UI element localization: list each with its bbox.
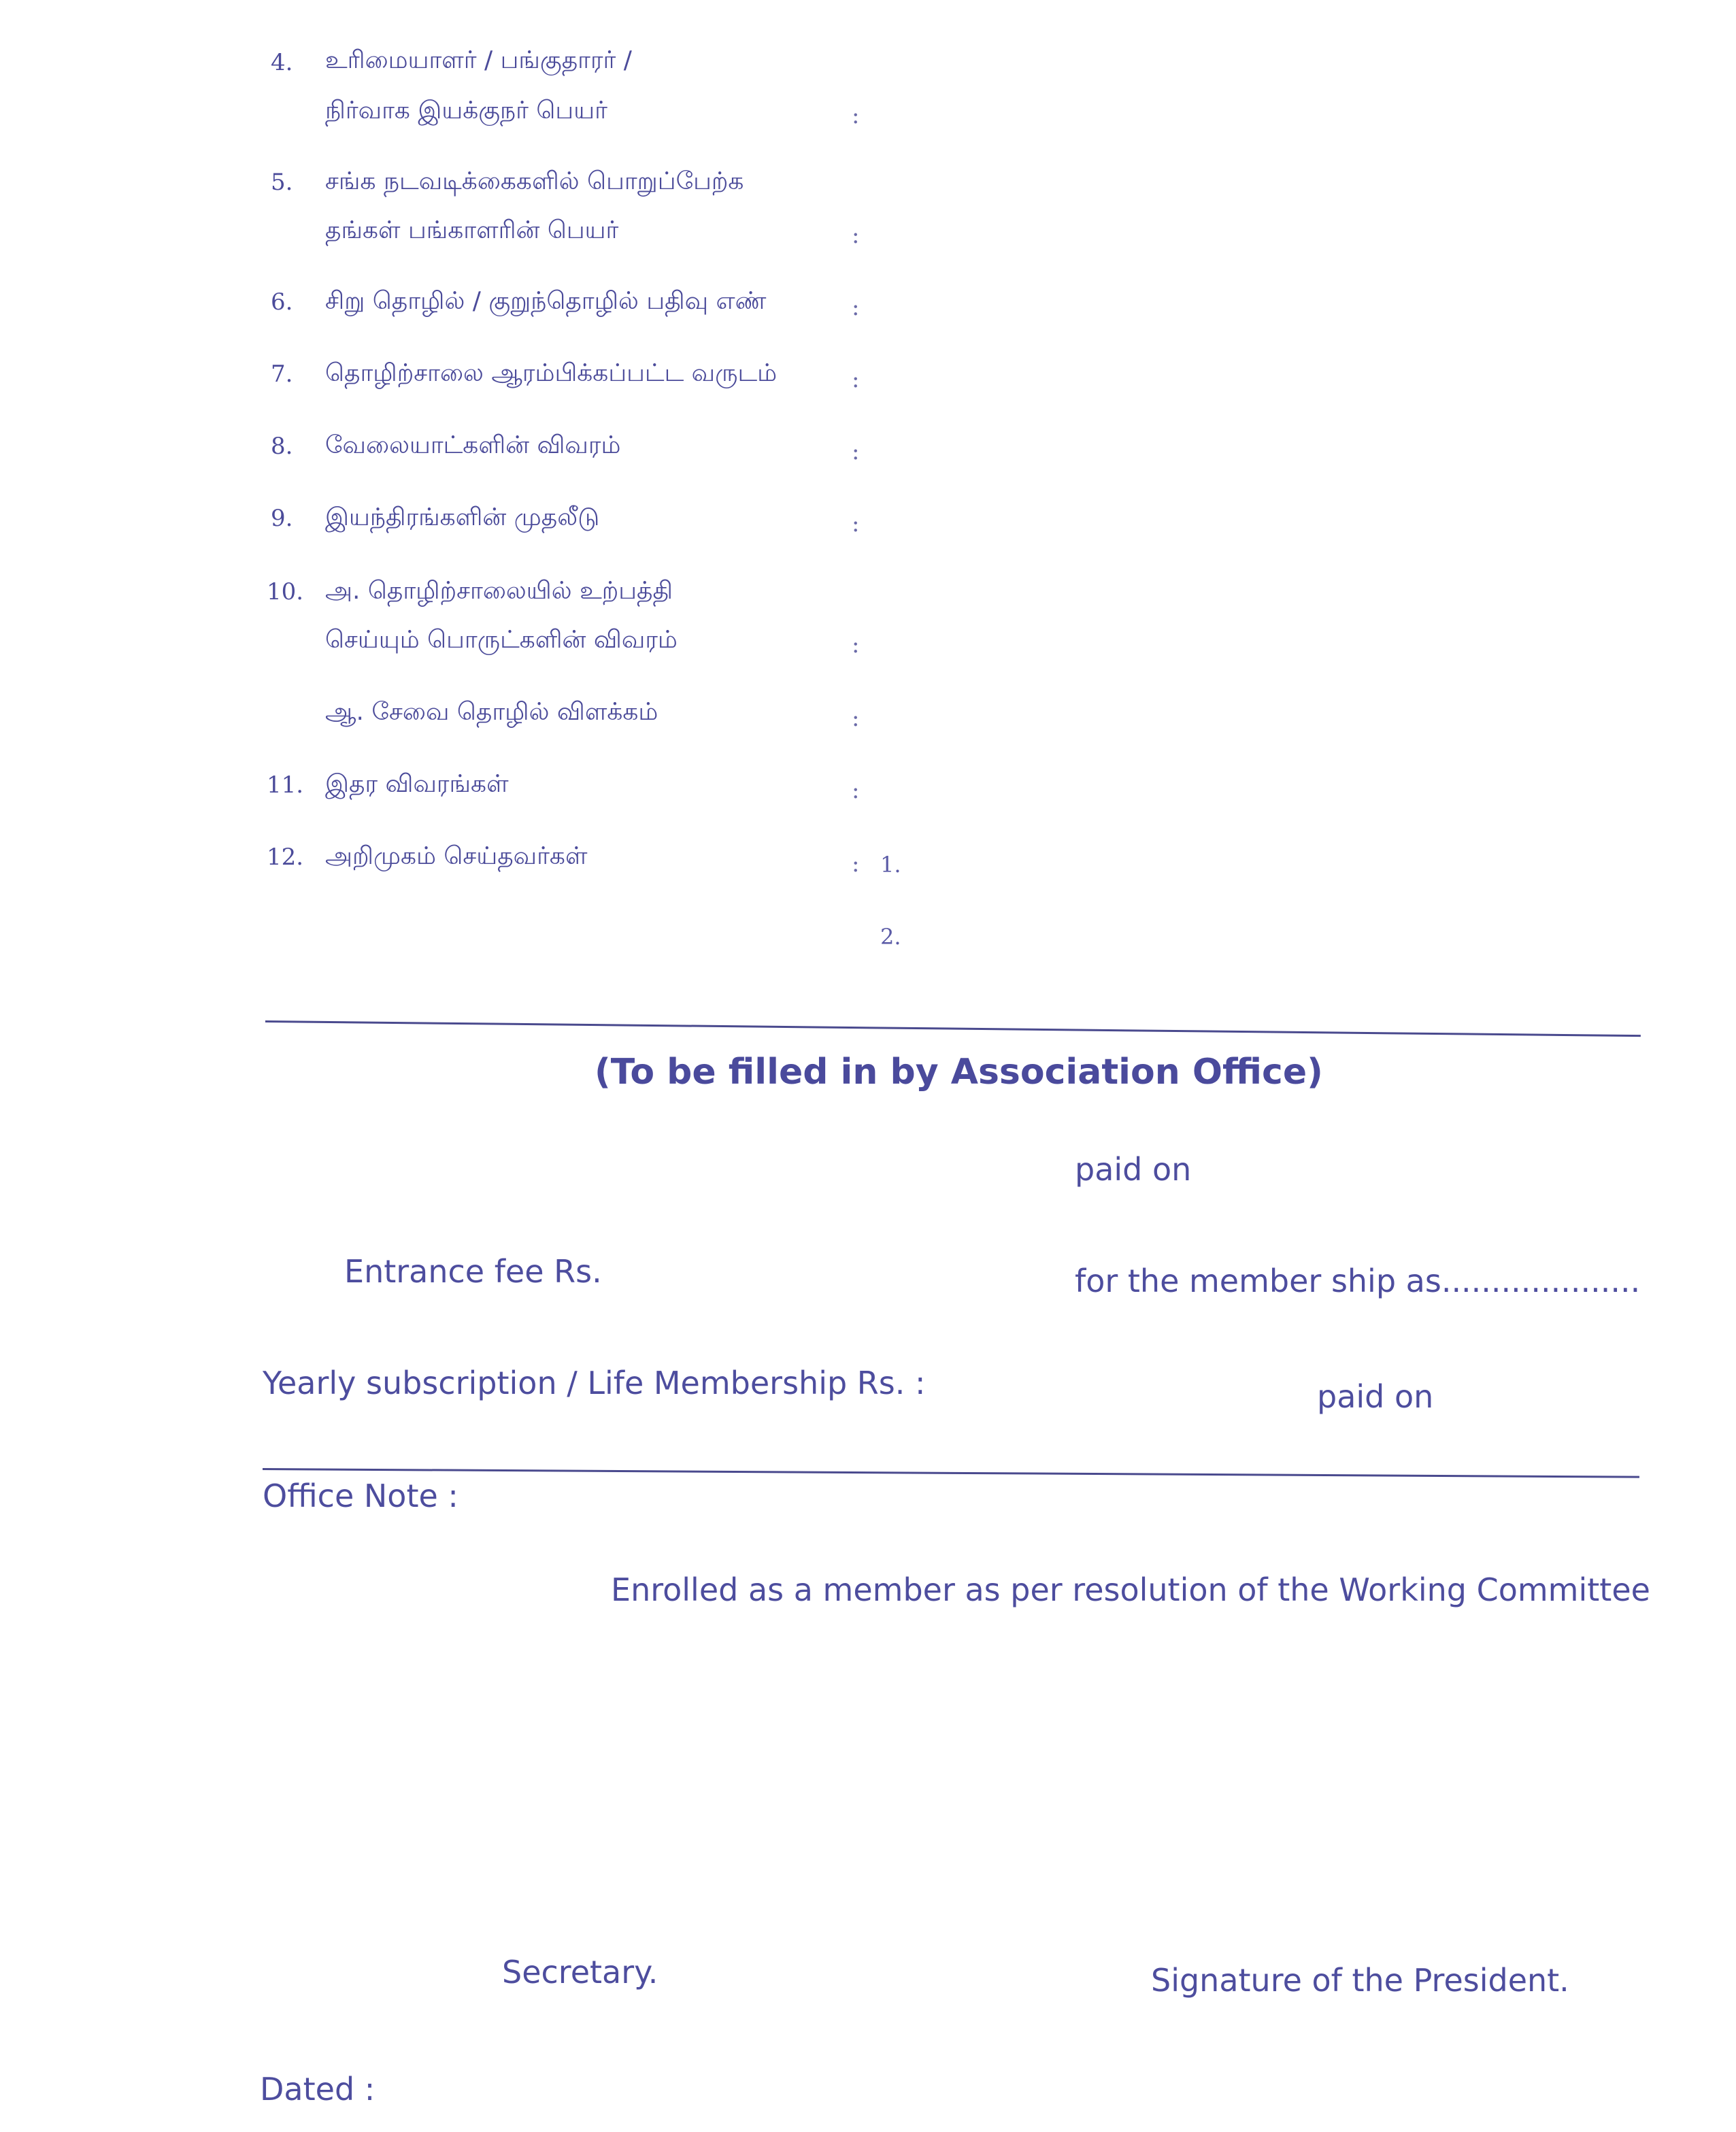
introducer-2-number: 2. [880, 924, 901, 950]
secretary-label: Secretary. [502, 1954, 658, 1991]
item-8-label: வேலையாட்களின் விவரம் [325, 431, 621, 459]
paid-on-label-2: paid on [1317, 1378, 1434, 1415]
office-note-label: Office Note : [263, 1478, 458, 1514]
introducer-1-number: 1. [880, 852, 901, 878]
yearly-subscription-label: Yearly subscription / Life Membership Rs. : [263, 1365, 926, 1401]
president-signature-label: Signature of the President. [1151, 1962, 1569, 1999]
dated-label: Dated : [260, 2071, 375, 2108]
office-section-heading: (To be filled in by Association Office) [595, 1052, 1323, 1093]
item-11-number: 11. [267, 771, 304, 799]
item-12-label: அறிமுகம் செய்தவர்கள் [325, 842, 588, 870]
section-divider-top [265, 1020, 1641, 1037]
item-9-label: இயந்திரங்களின் முதலீடு [325, 503, 600, 531]
item-12-colon: : [852, 850, 860, 878]
membership-as-label: for the member ship as.................... [1075, 1263, 1641, 1299]
item-4-label-line2: நிர்வாக இயக்குநர் பெயர் [325, 97, 607, 124]
item-5-label-line2: தங்கள் பங்காளரின் பெயர் [325, 216, 619, 244]
item-10b-colon: : [852, 705, 860, 732]
item-6-colon: : [852, 294, 860, 321]
item-4-label-line1: உரிமையாளர் / பங்குதாரர் / [325, 46, 632, 74]
item-7-colon: : [852, 366, 860, 393]
entrance-fee-label: Entrance fee Rs. [344, 1253, 602, 1290]
item-11-label: இதர விவரங்கள் [325, 770, 509, 798]
item-10b-label: ஆ. சேவை தொழில் விளக்கம் [325, 698, 658, 726]
item-8-colon: : [852, 438, 860, 465]
enrolled-resolution-text: Enrolled as a member as per resolution of the Working Committee [611, 1571, 1650, 1608]
paid-on-label-1: paid on [1075, 1151, 1192, 1188]
item-10a-label-line2: செய்யும் பொருட்களின் விவரம் [325, 626, 678, 654]
section-divider-middle [263, 1468, 1639, 1478]
item-10-number: 10. [267, 578, 304, 605]
item-12-number: 12. [267, 844, 304, 871]
item-10a-colon: : [852, 631, 860, 659]
item-5-colon: : [852, 222, 860, 249]
item-4-number: 4. [271, 49, 293, 76]
item-8-number: 8. [271, 433, 293, 460]
item-4-colon: : [852, 102, 860, 129]
item-7-number: 7. [271, 361, 293, 388]
item-9-number: 9. [271, 505, 293, 532]
item-10a-label-line1: அ. தொழிற்சாலையில் உற்பத்தி [325, 577, 673, 605]
item-7-label: தொழிற்சாலை ஆரம்பிக்கப்பட்ட வருடம் [325, 359, 778, 387]
item-5-label-line1: சங்க நடவடிக்கைகளில் பொறுப்பேற்க [325, 167, 744, 195]
item-9-colon: : [852, 510, 860, 537]
item-6-label: சிறு தொழில் / குறுந்தொழில் பதிவு எண் [325, 287, 767, 315]
item-5-number: 5. [271, 169, 293, 196]
item-11-colon: : [852, 777, 860, 804]
item-6-number: 6. [271, 288, 293, 316]
